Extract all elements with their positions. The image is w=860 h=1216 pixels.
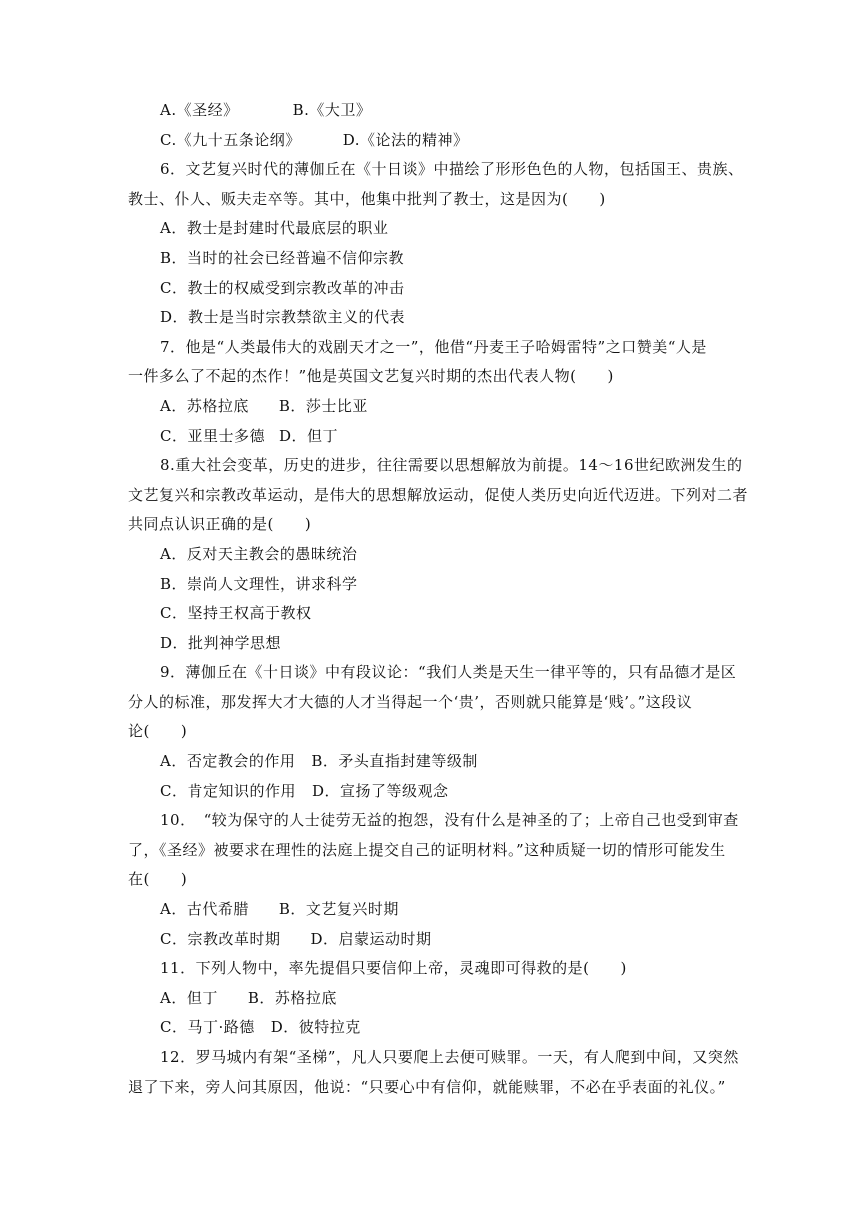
question-8-option-c: C．坚持王权高于教权 bbox=[160, 604, 312, 623]
option-row bbox=[160, 925, 740, 955]
option-a: A．但丁 bbox=[160, 988, 218, 1007]
option-row bbox=[160, 96, 740, 126]
question-11-stem: 11．下列人物中，率先提倡只要信仰上帝，灵魂即可得救的是( ) bbox=[160, 959, 627, 978]
question-8-stem: 8.重大社会变革，历史的进步，往往需要以思想解放为前提。14～16世纪欧洲发生的 bbox=[160, 456, 743, 475]
question-9-stem: 9．薄伽丘在《十日谈》中有段议论：“我们人类是天生一律平等的，只有品德才是区 bbox=[160, 663, 737, 682]
option-d: D．启蒙运动时期 bbox=[310, 929, 432, 948]
question-12-stem-cont: 退了下来，旁人问其原因，他说：“只要心中有信仰，就能赎罪，不必在乎表面的礼仪。” bbox=[128, 1077, 726, 1096]
option-a: A．古代希腊 bbox=[160, 900, 249, 919]
question-list bbox=[128, 96, 749, 1102]
question-6-option-a: A．教士是封建时代最底层的职业 bbox=[160, 219, 389, 238]
option-a: A.《圣经》 bbox=[160, 101, 239, 119]
option-c: C．马丁·路德 bbox=[160, 1018, 255, 1037]
question-7-stem: 7．他是“人类最伟大的戏剧天才之一”，他借“丹麦王子哈姆雷特”之口赞美“人是 bbox=[160, 337, 707, 356]
option-a: A．苏格拉底 bbox=[160, 396, 249, 415]
option-d: D．宣扬了等级观念 bbox=[311, 781, 449, 800]
question-10-stem-cont: 在( ) bbox=[128, 870, 188, 889]
option-b: B．莎士比亚 bbox=[278, 396, 368, 415]
option-b: B．文艺复兴时期 bbox=[278, 900, 399, 919]
option-row bbox=[160, 747, 740, 777]
question-8-stem-cont: 共同点认识正确的是( ) bbox=[128, 515, 312, 534]
question-10-stem: 10． “较为保守的人士徒劳无益的抱怨，没有什么是神圣的了；上帝自己也受到审查 bbox=[160, 811, 739, 830]
question-10-stem-cont: 了，《圣经》被要求在理性的法庭上提交自己的证明材料。”这种质疑一切的情形可能发生 bbox=[128, 840, 726, 859]
option-row bbox=[160, 126, 740, 156]
question-7-stem-cont: 一件多么了不起的杰作！”他是英国文艺复兴时期的杰出代表人物( ) bbox=[128, 367, 614, 386]
option-c: C．肯定知识的作用 bbox=[160, 781, 296, 800]
option-row bbox=[160, 392, 740, 422]
option-row bbox=[160, 895, 740, 925]
option-c: C.《九十五条论纲》 bbox=[160, 130, 301, 149]
option-d: D．彼特拉克 bbox=[270, 1018, 361, 1037]
question-8-option-a: A．反对天主教会的愚昧统治 bbox=[160, 544, 358, 563]
question-12-stem: 12．罗马城内有架“圣梯”，凡人只要爬上去便可赎罪。一天，有人爬到中间，又突然 bbox=[160, 1048, 739, 1066]
option-a: A．否定教会的作用 bbox=[160, 752, 296, 771]
question-6-option-c: C．教士的权威受到宗教改革的冲击 bbox=[160, 278, 405, 297]
question-6-option-d: D．教士是当时宗教禁欲主义的代表 bbox=[160, 308, 406, 327]
option-row bbox=[160, 1013, 740, 1043]
option-b: B．矛头直指封建等级制 bbox=[311, 752, 478, 771]
question-8-option-b: B．崇尚人文理性，讲求科学 bbox=[160, 574, 358, 593]
option-row bbox=[160, 984, 740, 1014]
option-c: C．宗教改革时期 bbox=[160, 929, 281, 948]
question-6-stem-cont: 教士、仆人、贩夫走卒等。其中，他集中批判了教士，这是因为( ) bbox=[128, 189, 606, 208]
question-8-option-d: D．批判神学思想 bbox=[160, 633, 282, 652]
question-6-stem: 6．文艺复兴时代的薄伽丘在《十日谈》中描绘了形形色色的人物，包括国王、贵族、 bbox=[160, 160, 744, 179]
question-6-option-b: B．当时的社会已经普遍不信仰宗教 bbox=[160, 248, 405, 267]
option-b: B.《大卫》 bbox=[292, 101, 372, 119]
option-b: B．苏格拉底 bbox=[247, 988, 337, 1007]
option-c: C．亚里士多德 bbox=[160, 426, 265, 445]
question-9-stem-cont: 论( ) bbox=[128, 722, 188, 741]
option-row bbox=[160, 777, 740, 807]
option-row bbox=[160, 422, 740, 452]
question-9-stem-cont: 分人的标准，那发挥大才大德的人才当得起一个‘贵’，否则就只能算是‘贱’。”这段议 bbox=[128, 692, 693, 711]
question-8-stem-cont: 文艺复兴和宗教改革运动，是伟大的思想解放运动，促使人类历史向近代迈进。下列对二者 bbox=[128, 485, 749, 504]
option-d: D．但丁 bbox=[278, 426, 339, 445]
option-d: D.《论法的精神》 bbox=[342, 130, 469, 149]
